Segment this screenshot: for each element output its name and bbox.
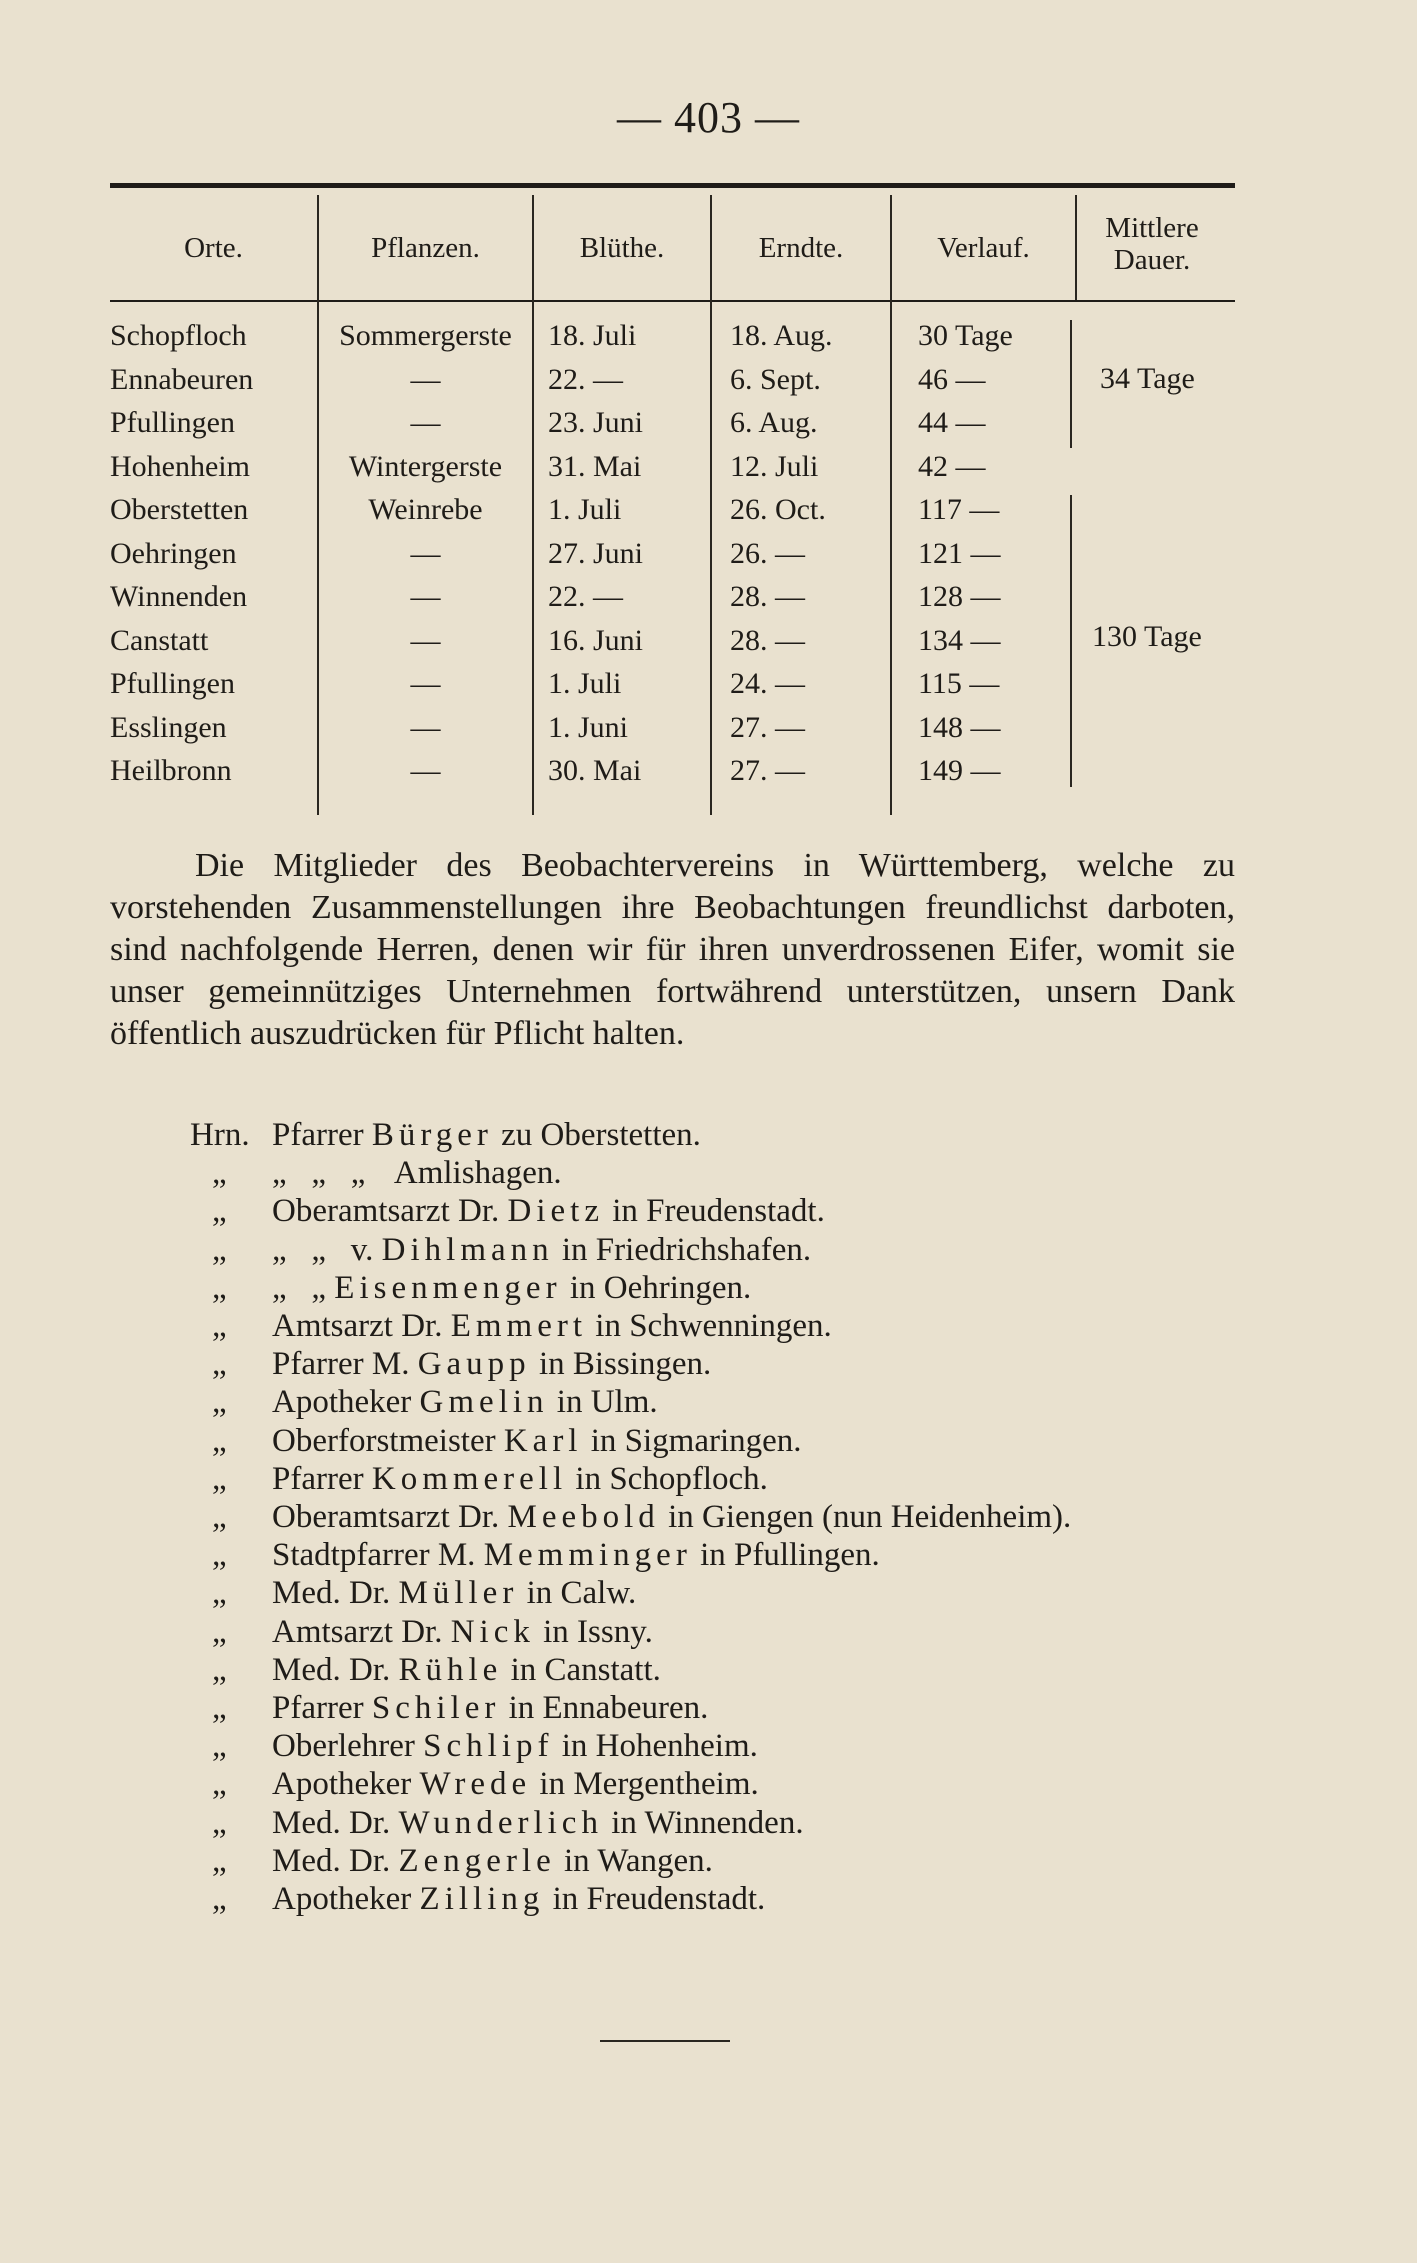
intro-paragraph [110,845,1235,1055]
table-row [110,575,1235,619]
cell-verlauf: 44 — [918,406,986,439]
member-title: Amtsarzt Dr. [272,1613,443,1650]
member-prefix: „ [212,1766,227,1803]
cell-ort: Canstatt [110,623,209,657]
cell-erndte: 28. — [730,580,805,613]
cell-verlauf: 128 — [918,580,1001,613]
cell-erndte: 27. — [730,710,805,744]
member-entry [212,1805,804,1842]
cell-erndte: 18. Aug. [730,319,833,352]
member-name: Gaupp [417,1346,531,1383]
member-title: Amtsarzt Dr. [272,1308,443,1344]
member-prefix: „ [212,1193,227,1230]
member-place: in Bissingen. [538,1346,712,1383]
cell-ort: Hohenheim [110,449,250,483]
member-title: Oberamtsarzt Dr. [272,1499,500,1535]
header-verlauf: Verlauf. [937,232,1030,264]
member-entry [212,1614,653,1651]
member-name: Kommerell [371,1460,568,1497]
cell-ort: Schopfloch [110,319,247,352]
cell-pflanze: — [410,536,441,570]
table-row [110,314,1235,358]
cell-erndte: 24. — [730,667,805,700]
header-bluethe: Blüthe. [579,232,665,264]
member-place: in Friedrichshafen. [561,1231,812,1268]
table-row [110,619,1235,663]
cell-verlauf: 121 — [918,536,1001,570]
cell-pflanze: — [410,362,441,396]
member-prefix: „ [212,1422,227,1459]
member-title: Med. Dr. [272,1842,391,1879]
cell-pflanze: Weinrebe [368,493,483,526]
member-name: Zilling [419,1881,545,1917]
member-entry [212,1728,758,1765]
cell-ort: Pfullingen [110,667,235,700]
page-number: — 403 — [617,93,800,142]
cell-pflanze: — [410,580,441,613]
member-prefix: „ [212,1155,227,1192]
closing-rule [600,2040,730,2042]
member-entry [212,1155,562,1192]
table-header [110,188,1235,300]
member-title: Apotheker [272,1384,412,1421]
member-prefix: „ [212,1842,227,1879]
member-title: Apotheker [272,1881,412,1917]
member-title: Pfarrer M. [272,1346,410,1383]
member-title: „ „ „ [272,1155,366,1192]
member-prefix: „ [212,1269,227,1306]
member-title: „ „ [272,1269,327,1306]
member-name: Schiler [371,1690,501,1726]
cell-verlauf: 30 Tage [918,319,1013,352]
brace-group-2 [1070,495,1086,787]
cell-erndte: 26. — [730,536,805,570]
cell-ort: Oehringen [110,536,237,570]
member-place: in Winnenden. [611,1804,804,1841]
member-title: Oberlehrer [272,1728,415,1765]
member-place: in Pfullingen. [700,1537,880,1574]
cell-erndte: 6. Aug. [730,406,818,439]
member-place: in Oehringen. [569,1269,752,1306]
cell-erndte: 28. — [730,623,805,657]
member-name: Eisenmenger [334,1269,562,1306]
member-place: in Mergentheim. [539,1766,759,1803]
header-erndte: Erndte. [758,232,844,264]
member-prefix: „ [212,1346,227,1383]
member-name: Meebold [507,1499,660,1535]
member-place: in Wangen. [564,1842,713,1879]
cell-bluethe: 1. Juli [548,493,622,526]
member-place: Amlishagen. [393,1155,562,1192]
member-entry [212,1346,711,1383]
brace-group-1 [1070,320,1086,448]
member-entry [212,1270,751,1307]
member-title: Pfarrer [272,1117,364,1153]
cell-verlauf: 149 — [918,754,1001,787]
cell-bluethe: 22. — [548,580,623,613]
cell-verlauf: 117 — [918,493,1000,526]
cell-ort: Oberstetten [110,493,249,526]
member-place: zu Oberstetten. [501,1117,701,1153]
member-name: Emmert [450,1308,588,1344]
member-place: in Issny. [543,1613,653,1650]
cell-bluethe: 1. Juli [548,667,622,700]
member-name: Rühle [398,1651,503,1688]
member-prefix: „ [212,1231,227,1268]
cell-bluethe: 22. — [548,362,623,396]
member-title: Stadtpfarrer M. [272,1537,476,1574]
cell-erndte: 26. Oct. [730,493,826,526]
cell-bluethe: 1. Juni [548,710,629,744]
member-entry [212,1537,880,1574]
member-place: in Giengen (nun Heidenheim). [668,1499,1072,1535]
cell-bluethe: 23. Juni [548,406,644,439]
member-name: Wunderlich [398,1804,603,1841]
header-orte: Orte. [184,232,243,264]
cell-erndte: 12. Juli [730,449,819,483]
member-entry [212,1461,768,1498]
member-entry [212,1193,825,1230]
table-row [110,662,1235,706]
member-name: Dihlmann [381,1231,554,1268]
member-entry [212,1843,713,1880]
member-name: Müller [398,1575,519,1612]
member-place: in Calw. [526,1575,637,1612]
cell-ort: Heilbronn [110,754,232,787]
cell-pflanze: — [410,623,441,657]
member-title: Pfarrer [272,1460,364,1497]
member-title: Med. Dr. [272,1575,391,1612]
cell-erndte: 6. Sept. [730,362,821,396]
member-prefix: „ [212,1613,227,1650]
member-prefix: „ [212,1537,227,1574]
cell-ort: Ennabeuren [110,362,254,396]
member-entry [212,1766,759,1803]
member-title: Med. Dr. [272,1804,391,1841]
cell-verlauf: 115 — [918,667,1000,700]
member-place: in Ennabeuren. [508,1690,709,1726]
member-place: in Canstatt. [510,1651,661,1688]
table-row [110,532,1235,576]
table-header-rule [110,300,1235,302]
member-name: Nick [450,1613,535,1650]
member-title: Oberforstmeister [272,1422,496,1459]
cell-pflanze: — [410,406,441,439]
cell-bluethe: 30. Mai [548,754,642,787]
cell-pflanze: — [410,710,441,744]
cell-verlauf: 42 — [918,449,986,483]
member-entry [212,1308,832,1345]
member-entry [212,1881,765,1918]
cell-ort: Pfullingen [110,406,235,439]
member-entry [212,1384,658,1421]
table-row [110,401,1235,445]
table-row [110,445,1235,489]
cell-verlauf: 134 — [918,623,1001,657]
cell-verlauf: 148 — [918,710,1001,744]
member-name: Dietz [507,1193,604,1230]
member-title: Oberamtsarzt Dr. [272,1193,500,1230]
member-prefix: „ [212,1499,227,1535]
member-prefix: „ [212,1881,227,1917]
member-prefix: „ [212,1728,227,1765]
member-place: in Hohenheim. [561,1728,758,1765]
member-title: Med. Dr. [272,1651,391,1688]
member-prefix: „ [212,1690,227,1726]
member-place: in Freudenstadt. [612,1193,825,1230]
member-entry [190,1117,701,1154]
member-prefix: „ [212,1804,227,1841]
member-place: in Sigmaringen. [590,1422,802,1459]
cell-pflanze: — [410,754,441,787]
cell-pflanze: Wintergerste [348,449,503,483]
cell-verlauf: 46 — [918,362,986,396]
member-name: Wrede [419,1766,532,1803]
member-title: Apotheker [272,1766,412,1803]
member-entry [212,1499,1071,1536]
member-prefix: „ [212,1575,227,1612]
member-place: in Ulm. [556,1384,658,1421]
table-row [110,706,1235,750]
member-place: in Schopfloch. [575,1460,768,1497]
member-prefix: Hrn. [190,1117,250,1153]
table-row [110,749,1235,793]
member-title: „ „ v. [272,1231,374,1268]
cell-ort: Winnenden [110,580,248,613]
member-prefix: „ [212,1651,227,1688]
dauer-group-1: 34 Tage [1100,362,1195,395]
cell-bluethe: 31. Mai [548,449,642,483]
member-entry [212,1652,661,1689]
member-entry [212,1232,811,1269]
member-place: in Freudenstadt. [552,1881,766,1917]
cell-bluethe: 16. Juni [548,623,644,657]
paragraph-text: Die Mitglieder des Beobachtervereins in Württemberg, welche zu vorstehenden Zusammenstellungen ihre Beobachtungen freundlichst darboten, sind nachfolgende Herren, denen wir für ihren unverdrossenen Eifer, womit sie unser gemeinnütziges Unternehmen fortwährend unterstützen, unsern Dank öffentlich auszudrücken für Pflicht halten. [110,847,1235,1052]
member-name: Gmelin [419,1384,549,1421]
table-row [110,358,1235,402]
header-pflanzen: Pflanzen. [371,232,480,264]
cell-bluethe: 27. Juni [548,536,644,570]
cell-erndte: 27. — [730,754,805,787]
cell-bluethe: 18. Juli [548,319,637,352]
table-row [110,488,1235,532]
header-mittlere-dauer: Mittlere Dauer. [1105,212,1199,276]
member-name: Zengerle [398,1842,556,1879]
member-name: Bürger [371,1117,493,1153]
member-name: Karl [503,1422,583,1459]
member-place: in Schwenningen. [595,1308,832,1344]
member-entry [212,1690,708,1727]
member-prefix: „ [212,1308,227,1344]
member-prefix: „ [212,1460,227,1497]
member-entry [212,1423,802,1460]
dauer-group-2: 130 Tage [1092,620,1202,653]
member-name: Schlipf [423,1728,554,1765]
cell-ort: Esslingen [110,710,227,744]
member-entry [212,1575,636,1612]
member-name: Memminger [483,1537,692,1574]
member-title: Pfarrer [272,1690,364,1726]
cell-pflanze: Sommergerste [339,319,512,352]
cell-pflanze: — [410,667,441,700]
member-prefix: „ [212,1384,227,1421]
